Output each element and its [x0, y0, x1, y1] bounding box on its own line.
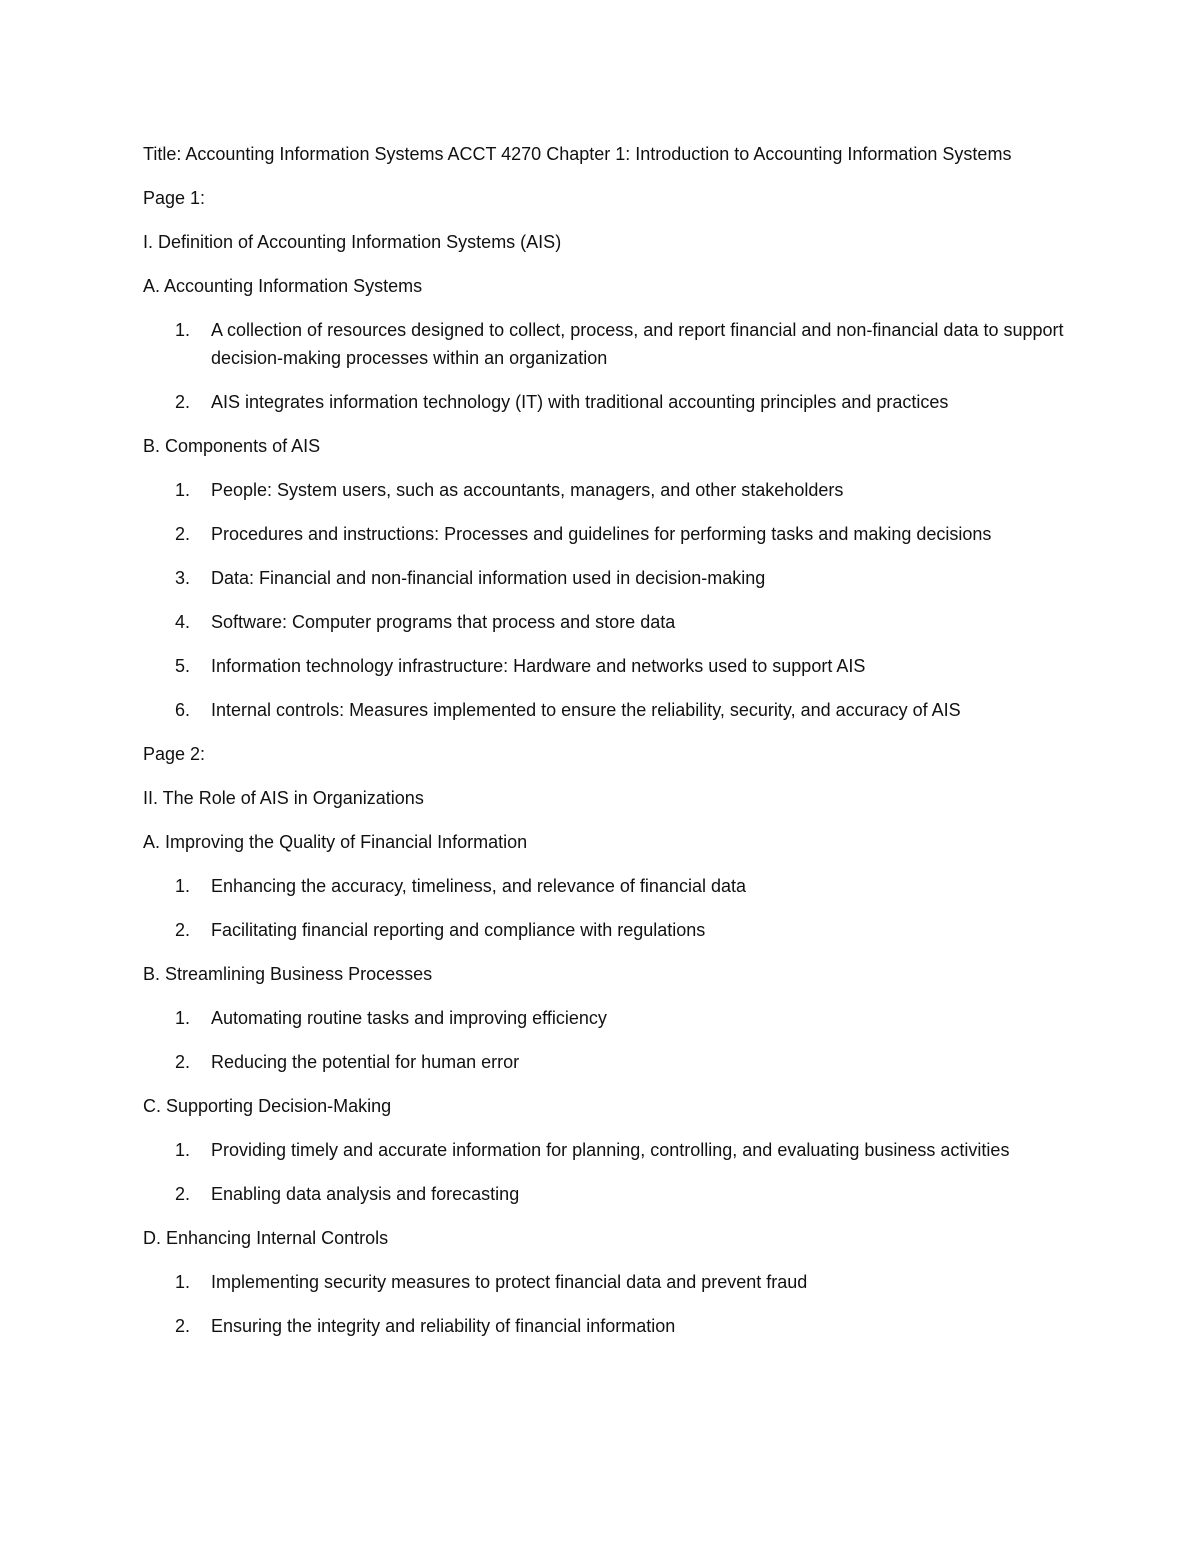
list-item-number: 6. [175, 700, 191, 720]
list-item-number: 2. [175, 1316, 191, 1336]
subsection-2a-list [143, 872, 1073, 944]
list-item-text: A collection of resources designed to collect, process, and report financial and non-financial data to support decision-making processes within an organization [211, 320, 1064, 368]
list-item-number: 2. [175, 1052, 191, 1072]
list-item-number: 2. [175, 524, 191, 544]
subsection-1a-list [143, 316, 1073, 416]
list-item-number: 1. [175, 1272, 191, 1292]
list-item-text: Procedures and instructions: Processes and guidelines for performing tasks and making decisions [211, 524, 992, 544]
subsection-2d-heading: D. Enhancing Internal Controls [143, 1228, 389, 1248]
subsection-2c-list [143, 1136, 1073, 1208]
list-item [143, 316, 1073, 372]
list-item [143, 1180, 1073, 1208]
document-title: Title: Accounting Information Systems ACCT 4270 Chapter 1: Introduction to Accounting Information Systems [143, 144, 1012, 164]
document-body [143, 140, 1073, 1356]
list-item [143, 696, 1073, 724]
page-2-label: Page 2: [143, 744, 206, 764]
list-item-text: Ensuring the integrity and reliability of financial information [211, 1316, 676, 1336]
list-item [143, 564, 1073, 592]
list-item-text: Software: Computer programs that process and store data [211, 612, 676, 632]
list-item-number: 1. [175, 480, 191, 500]
list-item [143, 1268, 1073, 1296]
list-item [143, 872, 1073, 900]
list-item [143, 916, 1073, 944]
list-item-number: 2. [175, 392, 191, 412]
list-item-text: AIS integrates information technology (IT) with traditional accounting principles and practices [211, 392, 949, 412]
subsection-2d-list [143, 1268, 1073, 1340]
list-item-text: Data: Financial and non-financial information used in decision-making [211, 568, 766, 588]
list-item-number: 3. [175, 568, 191, 588]
list-item-text: Implementing security measures to protect financial data and prevent fraud [211, 1272, 808, 1292]
section-2-heading: II. The Role of AIS in Organizations [143, 788, 424, 808]
subsection-1b-heading: B. Components of AIS [143, 436, 321, 456]
list-item-number: 5. [175, 656, 191, 676]
subsection-2a-heading: A. Improving the Quality of Financial Information [143, 832, 528, 852]
subsection-2b-heading: B. Streamlining Business Processes [143, 964, 433, 984]
list-item-text: Internal controls: Measures implemented to ensure the reliability, security, and accuracy of AIS [211, 700, 961, 720]
subsection-2b-list [143, 1004, 1073, 1076]
list-item [143, 1004, 1073, 1032]
list-item-text: Enabling data analysis and forecasting [211, 1184, 520, 1204]
list-item-number: 1. [175, 320, 191, 340]
list-item-text: Enhancing the accuracy, timeliness, and relevance of financial data [211, 876, 746, 896]
list-item [143, 520, 1073, 548]
list-item-number: 1. [175, 1140, 191, 1160]
list-item-text: People: System users, such as accountants, managers, and other stakeholders [211, 480, 844, 500]
list-item-text: Providing timely and accurate information for planning, controlling, and evaluating business activities [211, 1140, 1010, 1160]
list-item [143, 476, 1073, 504]
list-item-text: Automating routine tasks and improving efficiency [211, 1008, 607, 1028]
list-item [143, 1136, 1073, 1164]
subsection-2c-heading: C. Supporting Decision-Making [143, 1096, 392, 1116]
list-item [143, 388, 1073, 416]
subsection-1a-heading: A. Accounting Information Systems [143, 276, 423, 296]
list-item-number: 4. [175, 612, 191, 632]
list-item-number: 2. [175, 1184, 191, 1204]
list-item [143, 652, 1073, 680]
list-item-text: Information technology infrastructure: Hardware and networks used to support AIS [211, 656, 866, 676]
list-item-text: Facilitating financial reporting and compliance with regulations [211, 920, 706, 940]
list-item-number: 1. [175, 1008, 191, 1028]
list-item [143, 608, 1073, 636]
subsection-1b-list [143, 476, 1073, 724]
list-item-number: 2. [175, 920, 191, 940]
list-item [143, 1048, 1073, 1076]
list-item-text: Reducing the potential for human error [211, 1052, 520, 1072]
list-item [143, 1312, 1073, 1340]
page-1-label: Page 1: [143, 188, 206, 208]
list-item-number: 1. [175, 876, 191, 896]
section-1-heading: I. Definition of Accounting Information Systems (AIS) [143, 232, 562, 252]
